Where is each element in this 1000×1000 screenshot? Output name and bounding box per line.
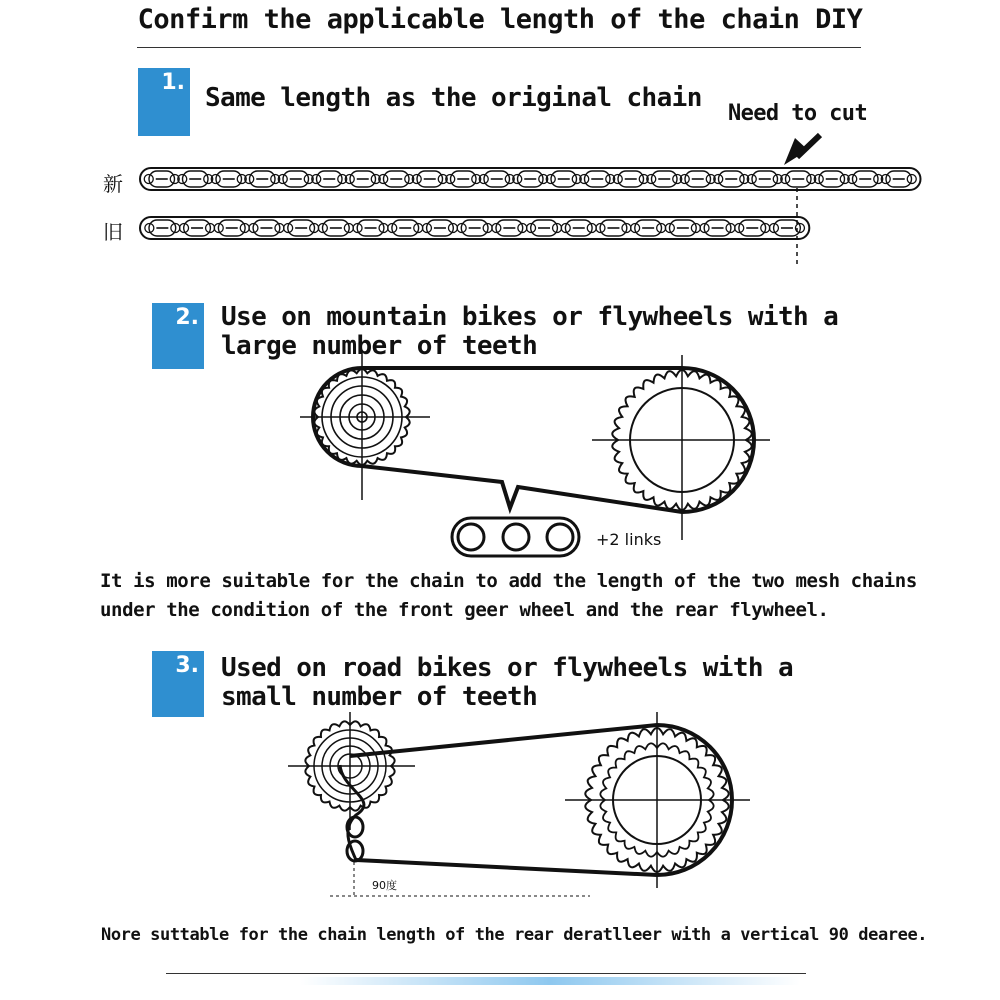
page-title: Confirm the applicable length of the chain DIY [137,4,863,35]
road-drivetrain-diagram [288,712,750,896]
step3-description: Nore suttable for the chain length of the rear deratlleer with a vertical 90 dearee. [101,925,928,945]
row-old-label: 旧 [103,220,123,244]
chain-old [140,217,809,239]
step3-heading: Used on road bikes or flywheels with a small number of teeth [221,653,794,712]
mtb-drivetrain-diagram [300,350,770,556]
cut-label: Need to cut [728,101,868,126]
chain-new [140,168,921,190]
angle-label: 90度 [372,879,397,892]
step2-number: 2. [175,305,199,330]
step1-number: 1. [161,70,185,95]
links-label: +2 links [596,530,662,549]
arrow-icon [784,135,820,165]
row-new-label: 新 [103,172,123,196]
extra-links [452,518,579,556]
step2-heading: Use on mountain bikes or flywheels with a large number of teeth [221,302,839,361]
step3-number: 3. [175,653,199,678]
step1-heading: Same length as the original chain [205,83,702,113]
step2-description: It is more suitable for the chain to add the length of the two mesh chains under the condition of the front geer wheel and the rear flywheel. [100,570,917,621]
